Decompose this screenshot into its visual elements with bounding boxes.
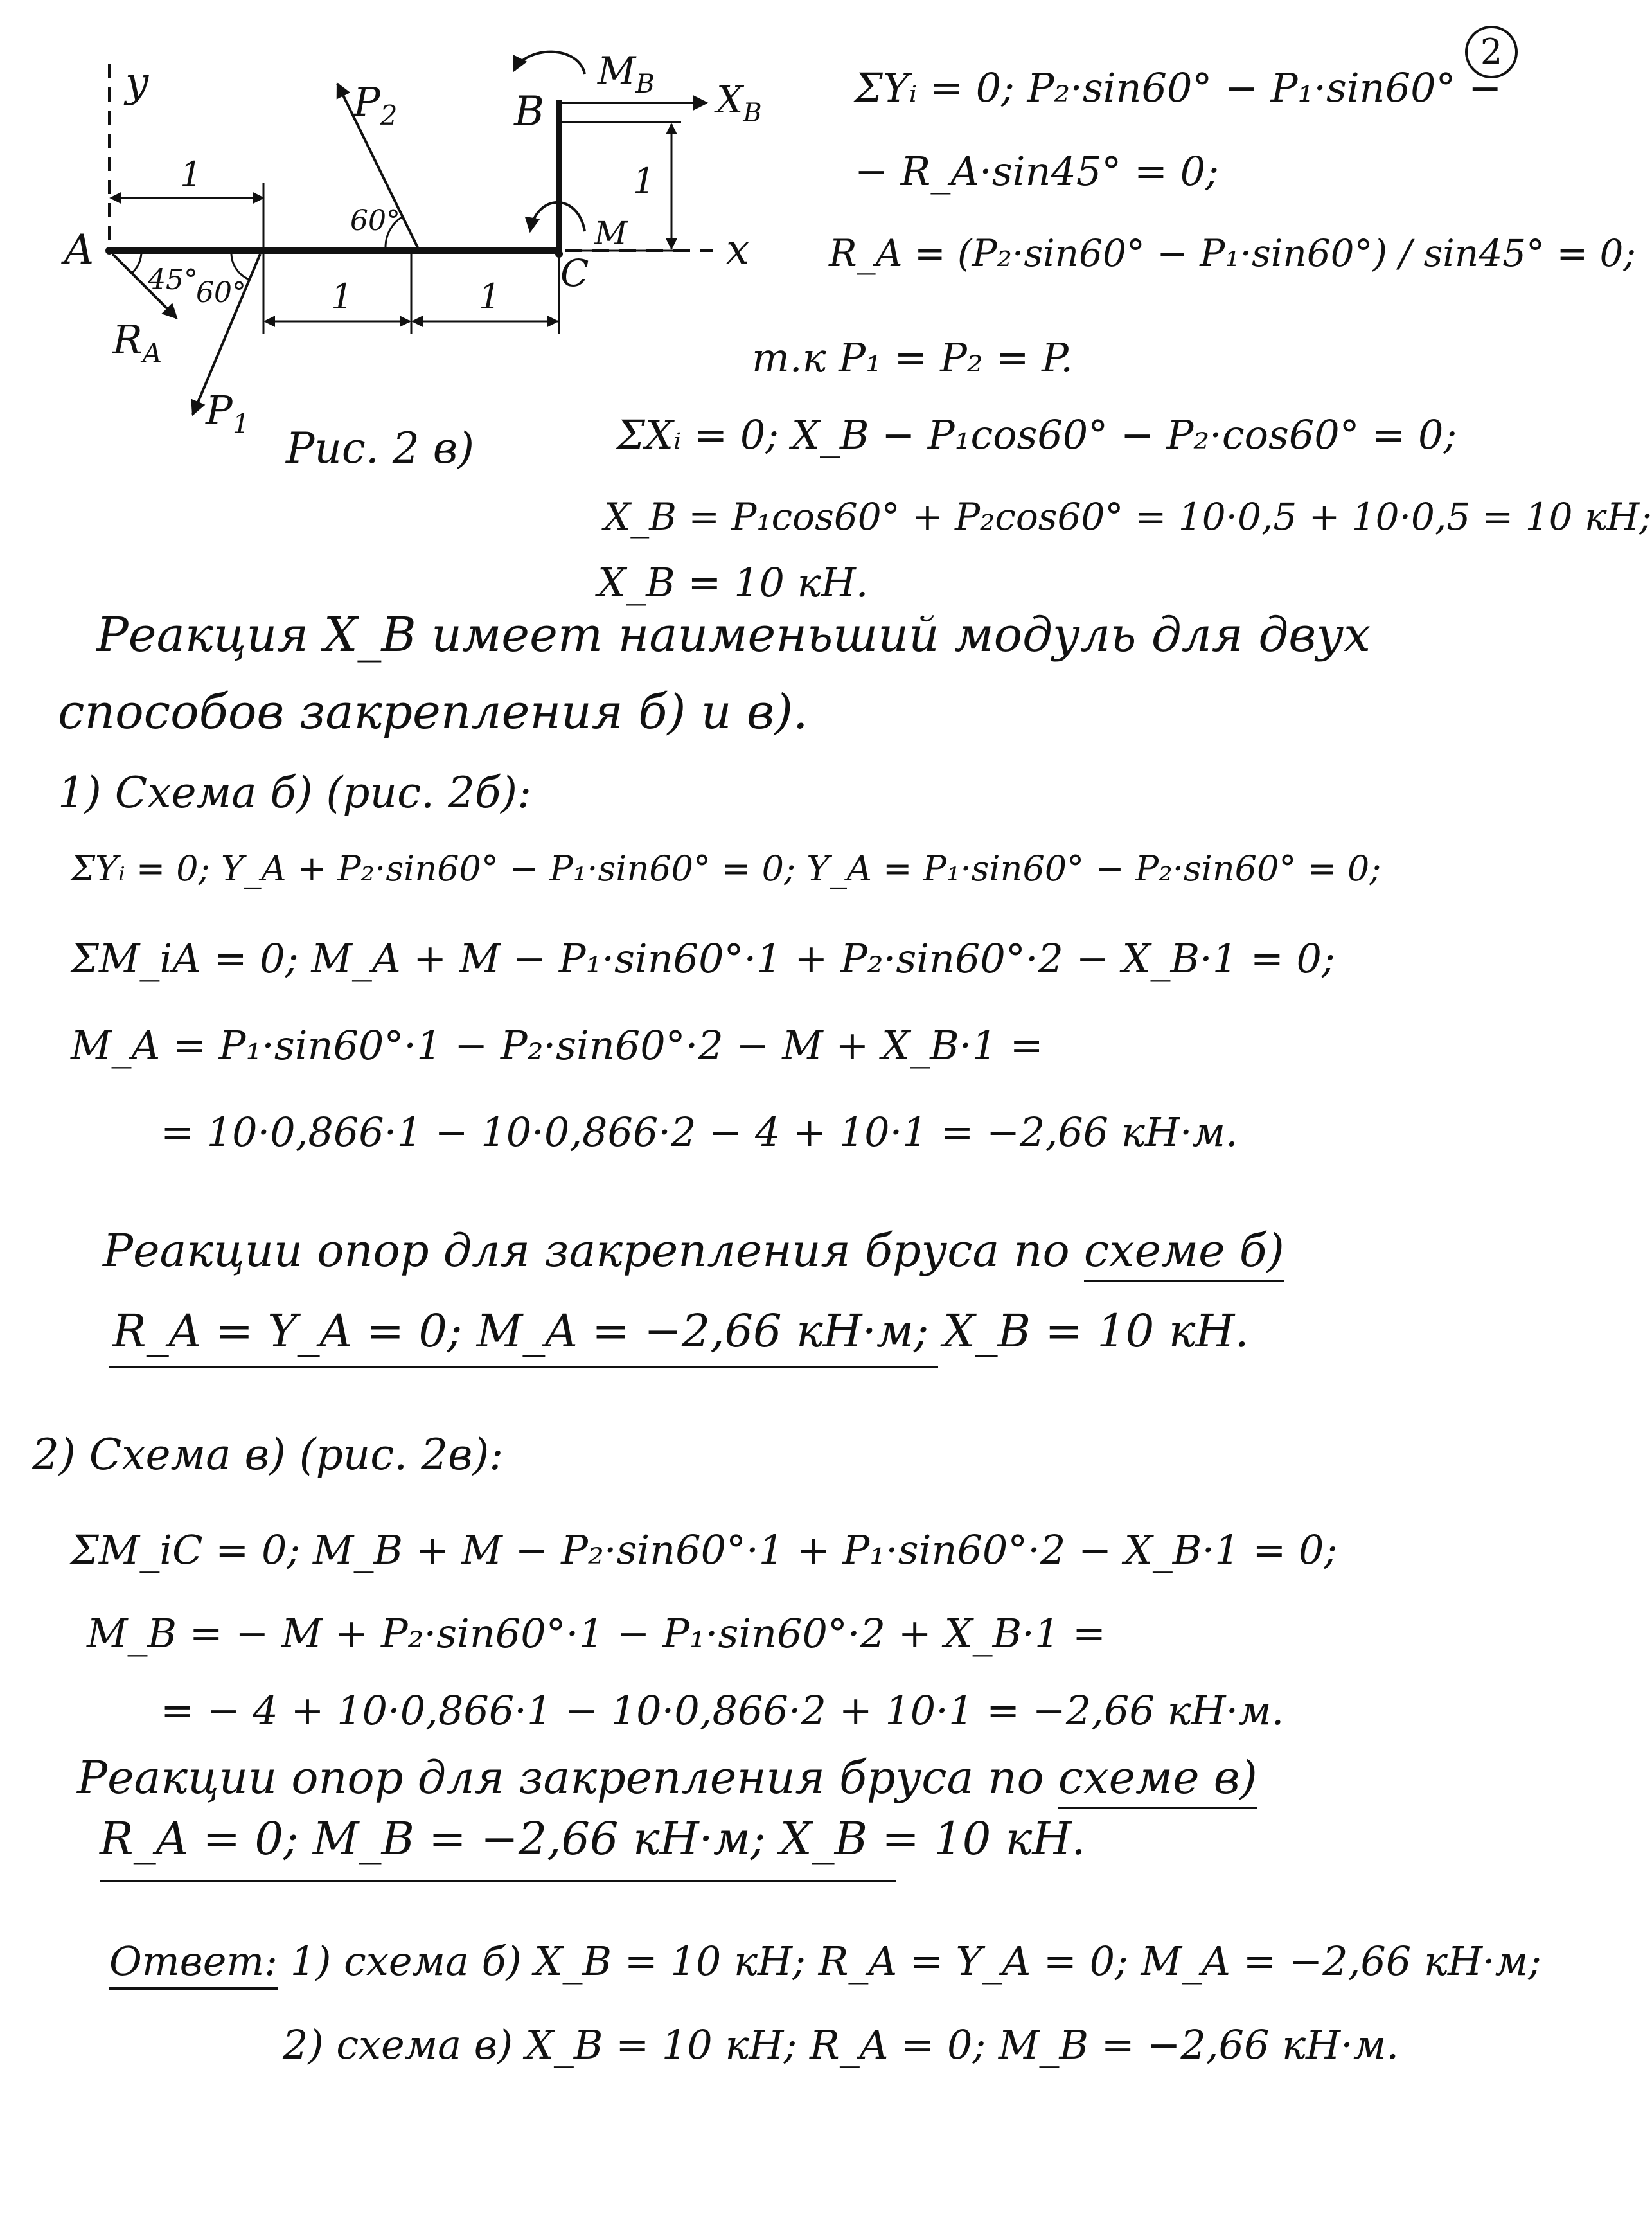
s2-eq2: M_B = − M + P₂·sin60°·1 − P₁·sin60°·2 + X_B·1 = xyxy=(87,1610,1106,1657)
rb-line-4: т.к P₁ = P₂ = P. xyxy=(752,334,1073,381)
s2-eq1: ΣM_iC = 0; M_B + M − P₂·sin60°·1 + P₁·sin60°·2 − X_B·1 = 0; xyxy=(71,1526,1338,1573)
rb-line-1: ΣYᵢ = 0; P₂·sin60° − P₁·sin60° − xyxy=(855,64,1502,111)
moment-mb xyxy=(514,52,585,74)
dim-top-text: 1 xyxy=(180,154,202,195)
s1-title: 1) Схема б) (рис. 2б): xyxy=(58,768,532,818)
s1-conclusion: Реакции опор для закрепления бруса по схеме б) xyxy=(103,1224,1284,1277)
label-ra: $R_A$ xyxy=(112,316,163,369)
s2-title: 2) Схема в) (рис. 2в): xyxy=(32,1430,504,1479)
answer-line1: Ответ: 1) схема б) X_B = 10 кН; R_A = Y_A = 0; M_A = −2,66 кН·м; xyxy=(109,1938,1541,1985)
frame-diagram xyxy=(64,39,797,476)
s1-eq1: ΣYᵢ = 0; Y_A + P₂·sin60° − P₁·sin60° = 0; Y_A = P₁·sin60° − P₂·sin60° = 0; xyxy=(71,848,1381,889)
s1-eq4: = 10·0,866·1 − 10·0,866·2 − 4 + 10·1 = −2,66 кН·м. xyxy=(161,1109,1238,1156)
para1-line2: способов закрепления б) и в). xyxy=(58,684,808,740)
s1-eq3: M_A = P₁·sin60°·1 − P₂·sin60°·2 − M + X_B·1 = xyxy=(71,1022,1044,1069)
label-a: A xyxy=(64,226,94,274)
dim-vert-text: 1 xyxy=(633,161,655,201)
label-m: M xyxy=(594,215,628,252)
s2-eq3: = − 4 + 10·0,866·1 − 10·0,866·2 + 10·1 = −2,66 кН·м. xyxy=(161,1687,1284,1734)
label-p1: $P_1$ xyxy=(206,387,250,440)
label-c: C xyxy=(560,251,589,295)
rb-line-6: X_B = P₁cos60° + P₂cos60° = 10·0,5 + 10·0,5 = 10 кН; xyxy=(604,495,1652,539)
s2-conclusion: Реакции опор для закрепления бруса по схеме в) xyxy=(77,1751,1257,1804)
s1-result-underline xyxy=(109,1366,938,1368)
label-p2: $P_2$ xyxy=(353,78,398,131)
page-number: 2 xyxy=(1465,26,1518,78)
s1-eq2: ΣM_iA = 0; M_A + M − P₁·sin60°·1 + P₂·sin60°·2 − X_B·1 = 0; xyxy=(71,935,1335,982)
rb-line-3: R_A = (P₂·sin60° − P₁·sin60°) / sin45° = 0; xyxy=(829,231,1636,275)
rb-line-5: ΣXᵢ = 0; X_B − P₁cos60° − P₂·cos60° = 0; xyxy=(617,411,1457,458)
s2-result-underline xyxy=(100,1880,896,1882)
y-axis-label: y xyxy=(125,59,149,107)
diagram-caption: Рис. 2 в) xyxy=(286,424,474,473)
angle-60-top: 60° xyxy=(350,204,400,237)
para1-line1: Реакция X_B имеет наименьший модуль для двух xyxy=(96,607,1371,663)
rb-line-7: X_B = 10 кН. xyxy=(598,559,869,606)
x-axis-label: x xyxy=(726,226,750,274)
rb-line-2: − R_A·sin45° = 0; xyxy=(855,148,1219,195)
label-b: B xyxy=(514,88,545,136)
s1-result: R_A = Y_A = 0; M_A = −2,66 кН·м; X_B = 10 кН. xyxy=(112,1305,1249,1357)
s2-result: R_A = 0; M_B = −2,66 кН·м; X_B = 10 кН. xyxy=(100,1812,1086,1865)
dim-left-text: 1 xyxy=(331,276,353,317)
answer-label: Ответ: xyxy=(109,1938,278,1990)
angle-45: 45° xyxy=(148,264,198,296)
label-xb: $X_B$ xyxy=(716,78,762,128)
label-mb: $M_B$ xyxy=(598,49,655,99)
angle-60-bottom: 60° xyxy=(196,276,246,309)
dim-right-text: 1 xyxy=(479,276,501,317)
point-a xyxy=(105,247,113,255)
answer-line2: 2) схема в) X_B = 10 кН; R_A = 0; M_B = −2,66 кН·м. xyxy=(283,2021,1399,2068)
